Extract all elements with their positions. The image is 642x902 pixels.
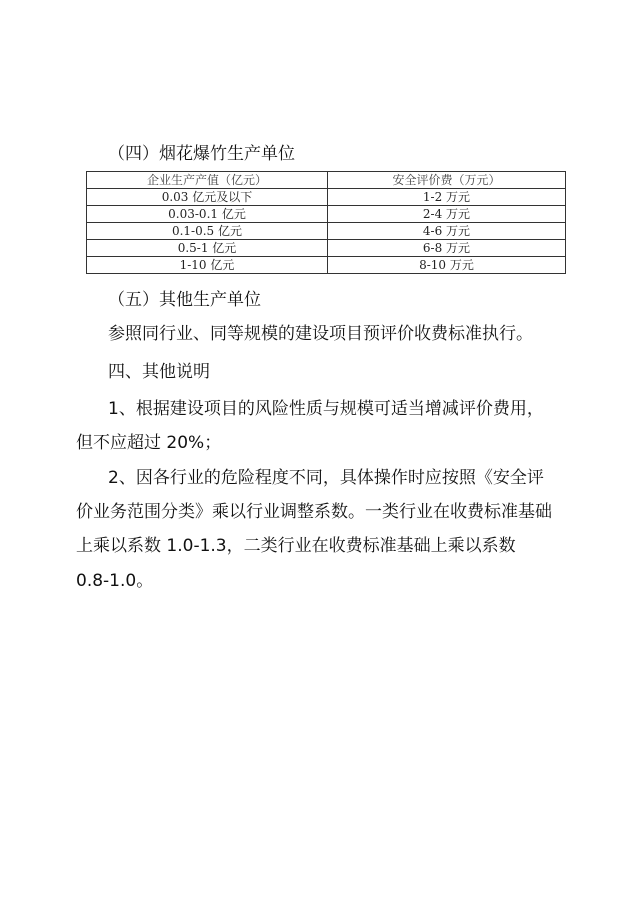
table-cell-fee: 6-8 万元 <box>328 240 566 257</box>
table-cell-fee: 4-6 万元 <box>328 223 566 240</box>
table-cell-fee: 1-2 万元 <box>328 189 566 206</box>
table-row <box>87 257 566 274</box>
table-header-row <box>87 172 566 189</box>
table-row <box>87 240 566 257</box>
section-four-heading: （四）烟花爆竹生产单位 <box>108 144 295 164</box>
section-five-heading: （五）其他生产单位 <box>108 290 261 310</box>
note-two-line-3: 上乘以系数 1.0-1.3，二类行业在收费标准基础上乘以系数 <box>76 536 516 556</box>
note-one-line-2: 但不应超过 20%； <box>76 433 222 453</box>
note-two-line-2: 价业务范围分类》乘以行业调整系数。一类行业在收费标准基础 <box>76 502 552 522</box>
column-header-assessment-fee: 安全评价费（万元） <box>328 172 566 189</box>
note-one-line-1: 1、根据建设项目的风险性质与规模可适当增减评价费用， <box>108 399 544 419</box>
note-two-line-4: 0.8-1.0。 <box>76 571 154 591</box>
table-row <box>87 189 566 206</box>
table-cell-fee: 2-4 万元 <box>328 206 566 223</box>
table-cell-output-value: 0.1-0.5 亿元 <box>87 223 328 240</box>
table-row <box>87 223 566 240</box>
column-header-output-value: 企业生产产值（亿元） <box>87 172 328 189</box>
fee-table <box>86 171 566 274</box>
table-cell-output-value: 0.5-1 亿元 <box>87 240 328 257</box>
table-cell-fee: 8-10 万元 <box>328 257 566 274</box>
note-two-line-1: 2、因各行业的危险程度不同，具体操作时应按照《安全评 <box>108 468 544 488</box>
table-cell-output-value: 0.03 亿元及以下 <box>87 189 328 206</box>
table-row <box>87 206 566 223</box>
table-cell-output-value: 0.03-0.1 亿元 <box>87 206 328 223</box>
table-cell-output-value: 1-10 亿元 <box>87 257 328 274</box>
other-notes-heading: 四、其他说明 <box>108 362 210 382</box>
section-five-text: 参照同行业、同等规模的建设项目预评价收费标准执行。 <box>108 324 533 344</box>
